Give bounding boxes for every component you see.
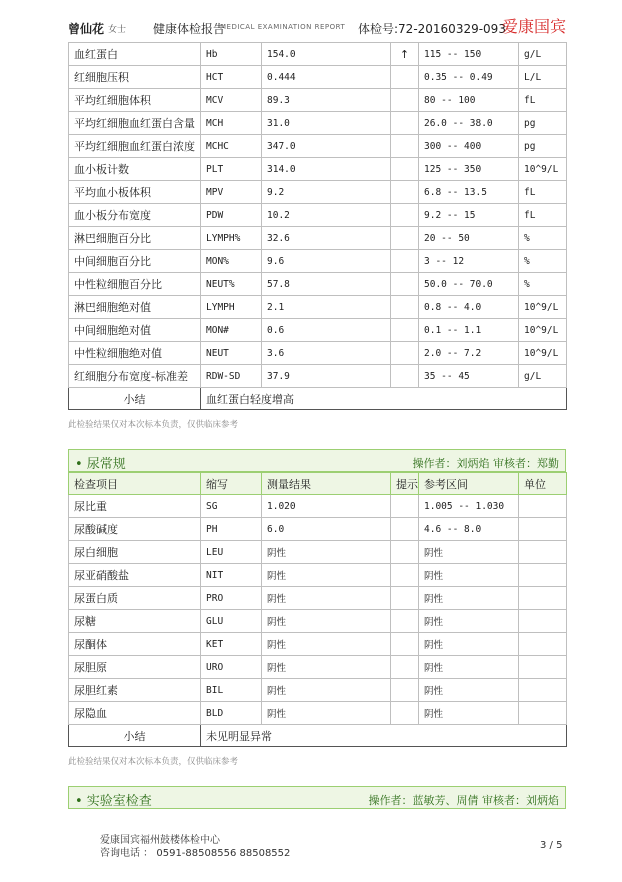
item-result: 37.9 [262, 365, 391, 388]
item-result: 0.6 [262, 319, 391, 342]
item-result: 9.6 [262, 250, 391, 273]
table-row [69, 587, 567, 610]
item-result: 阴性 [262, 679, 391, 702]
item-range: 125 -- 350 [419, 158, 519, 181]
item-result: 57.8 [262, 273, 391, 296]
item-flag [391, 112, 419, 135]
item-range: 26.0 -- 38.0 [419, 112, 519, 135]
item-result: 阴性 [262, 541, 391, 564]
item-unit: g/L [519, 365, 567, 388]
item-range: 115 -- 150 [419, 43, 519, 66]
item-flag [391, 273, 419, 296]
item-flag [391, 250, 419, 273]
item-name: 尿酸碱度 [69, 518, 201, 541]
item-abbr: URO [201, 656, 262, 679]
item-name: 中性粒细胞绝对值 [69, 342, 201, 365]
item-name: 尿胆红素 [69, 679, 201, 702]
item-result: 32.6 [262, 227, 391, 250]
item-abbr: RDW-SD [201, 365, 262, 388]
item-unit [519, 656, 567, 679]
item-flag [391, 656, 419, 679]
item-unit: fL [519, 181, 567, 204]
table-row [69, 43, 567, 66]
item-abbr: NEUT% [201, 273, 262, 296]
item-unit: 10^9/L [519, 296, 567, 319]
item-result: 9.2 [262, 181, 391, 204]
item-name: 尿白细胞 [69, 541, 201, 564]
item-unit: % [519, 227, 567, 250]
item-name: 中间细胞百分比 [69, 250, 201, 273]
item-name: 尿亚硝酸盐 [69, 564, 201, 587]
item-flag [391, 66, 419, 89]
item-name: 中间细胞绝对值 [69, 319, 201, 342]
report-title: 健康体检报告 [153, 22, 226, 36]
item-name: 血小板计数 [69, 158, 201, 181]
item-abbr: LYMPH% [201, 227, 262, 250]
item-flag [391, 702, 419, 725]
summary-text: 血红蛋白轻度增高 [201, 388, 567, 410]
patient-name: 曾仙花 [68, 22, 105, 36]
item-result: 154.0 [262, 43, 391, 66]
item-flag [391, 342, 419, 365]
blood-summary-row [69, 388, 567, 410]
table-row [69, 204, 567, 227]
item-result: 89.3 [262, 89, 391, 112]
table-row [69, 541, 567, 564]
column-header: 缩写 [201, 473, 262, 495]
item-range: 6.8 -- 13.5 [419, 181, 519, 204]
report-subtitle: MEDICAL EXAMINATION REPORT [220, 23, 346, 31]
table-row [69, 495, 567, 518]
lab-section-header [68, 786, 566, 809]
urine-summary-row [69, 725, 567, 747]
item-range: 80 -- 100 [419, 89, 519, 112]
item-flag [391, 564, 419, 587]
item-result: 0.444 [262, 66, 391, 89]
item-result: 31.0 [262, 112, 391, 135]
item-unit: 10^9/L [519, 158, 567, 181]
item-result: 10.2 [262, 204, 391, 227]
item-name: 尿隐血 [69, 702, 201, 725]
item-flag: ↑ [391, 43, 419, 66]
item-name: 平均红细胞体积 [69, 89, 201, 112]
item-abbr: HCT [201, 66, 262, 89]
item-range: 0.35 -- 0.49 [419, 66, 519, 89]
table-row [69, 296, 567, 319]
item-flag [391, 365, 419, 388]
item-abbr: MCHC [201, 135, 262, 158]
item-range: 阴性 [419, 633, 519, 656]
item-abbr: LEU [201, 541, 262, 564]
item-abbr: BIL [201, 679, 262, 702]
item-range: 50.0 -- 70.0 [419, 273, 519, 296]
disclaimer-note: 此检验结果仅对本次标本负责，仅供临床参考 [68, 757, 239, 767]
item-abbr: NEUT [201, 342, 262, 365]
item-name: 尿比重 [69, 495, 201, 518]
item-name: 红细胞压积 [69, 66, 201, 89]
item-abbr: GLU [201, 610, 262, 633]
item-flag [391, 227, 419, 250]
item-abbr: MON% [201, 250, 262, 273]
item-name: 尿蛋白质 [69, 587, 201, 610]
item-range: 阴性 [419, 564, 519, 587]
item-range: 35 -- 45 [419, 365, 519, 388]
item-flag [391, 158, 419, 181]
table-row [69, 702, 567, 725]
column-header: 单位 [519, 473, 567, 495]
table-header-row [69, 473, 567, 495]
table-row [69, 518, 567, 541]
item-flag [391, 679, 419, 702]
clinic-phone: 咨询电话 ： 0591-88508556 88508552 [100, 848, 291, 859]
table-row [69, 135, 567, 158]
item-result: 阴性 [262, 656, 391, 679]
item-range: 阴性 [419, 541, 519, 564]
patient-sex: 女士 [108, 25, 127, 35]
item-unit [519, 610, 567, 633]
item-unit: 10^9/L [519, 319, 567, 342]
item-abbr: LYMPH [201, 296, 262, 319]
table-row [69, 250, 567, 273]
item-result: 6.0 [262, 518, 391, 541]
page-footer [100, 834, 290, 860]
item-flag [391, 204, 419, 227]
report-header [68, 14, 566, 42]
table-row [69, 656, 567, 679]
table-row [69, 66, 567, 89]
section-title: • 实验室检查 [75, 794, 152, 809]
item-range: 阴性 [419, 679, 519, 702]
item-name: 淋巴细胞绝对值 [69, 296, 201, 319]
item-name: 中性粒细胞百分比 [69, 273, 201, 296]
item-result: 阴性 [262, 587, 391, 610]
item-result: 1.020 [262, 495, 391, 518]
item-range: 1.005 -- 1.030 [419, 495, 519, 518]
item-name: 尿糖 [69, 610, 201, 633]
item-abbr: BLD [201, 702, 262, 725]
item-unit [519, 633, 567, 656]
exam-id: 体检号:72-20160329-093 [358, 22, 506, 36]
item-range: 阴性 [419, 656, 519, 679]
table-row [69, 227, 567, 250]
item-name: 平均红细胞血红蛋白浓度 [69, 135, 201, 158]
item-range: 0.8 -- 4.0 [419, 296, 519, 319]
item-flag [391, 610, 419, 633]
item-range: 阴性 [419, 702, 519, 725]
item-abbr: SG [201, 495, 262, 518]
item-unit: pg [519, 135, 567, 158]
item-name: 血小板分布宽度 [69, 204, 201, 227]
table-row [69, 679, 567, 702]
item-abbr: Hb [201, 43, 262, 66]
item-abbr: PLT [201, 158, 262, 181]
item-unit: fL [519, 204, 567, 227]
item-unit: 10^9/L [519, 342, 567, 365]
item-flag [391, 135, 419, 158]
operator-info: 操作者：刘炳焰 审核者：郑勤 [412, 457, 559, 470]
column-header: 检查项目 [69, 473, 201, 495]
item-unit: L/L [519, 66, 567, 89]
item-flag [391, 89, 419, 112]
item-abbr: MCV [201, 89, 262, 112]
table-row [69, 181, 567, 204]
item-abbr: MON# [201, 319, 262, 342]
item-unit: pg [519, 112, 567, 135]
clinic-name: 爱康国宾福州鼓楼体检中心 [100, 835, 220, 846]
table-row [69, 610, 567, 633]
item-unit [519, 587, 567, 610]
item-unit: g/L [519, 43, 567, 66]
item-result: 3.6 [262, 342, 391, 365]
item-name: 尿胆原 [69, 656, 201, 679]
column-header: 参考区间 [419, 473, 519, 495]
summary-text: 未见明显异常 [201, 725, 567, 747]
item-name: 淋巴细胞百分比 [69, 227, 201, 250]
item-range: 2.0 -- 7.2 [419, 342, 519, 365]
item-flag [391, 296, 419, 319]
item-name: 平均红细胞血红蛋白含量 [69, 112, 201, 135]
urine-results-table [68, 472, 567, 747]
table-row [69, 365, 567, 388]
item-flag [391, 181, 419, 204]
item-unit [519, 495, 567, 518]
item-abbr: PRO [201, 587, 262, 610]
column-header: 提示 [391, 473, 419, 495]
item-unit [519, 702, 567, 725]
disclaimer-note: 此检验结果仅对本次标本负责，仅供临床参考 [68, 420, 239, 430]
item-result: 314.0 [262, 158, 391, 181]
item-abbr: NIT [201, 564, 262, 587]
item-abbr: KET [201, 633, 262, 656]
item-result: 347.0 [262, 135, 391, 158]
item-flag [391, 541, 419, 564]
item-flag [391, 633, 419, 656]
item-range: 9.2 -- 15 [419, 204, 519, 227]
summary-label: 小结 [69, 725, 201, 747]
item-name: 血红蛋白 [69, 43, 201, 66]
table-row [69, 319, 567, 342]
item-result: 阴性 [262, 633, 391, 656]
item-result: 阴性 [262, 564, 391, 587]
table-row [69, 342, 567, 365]
table-row [69, 564, 567, 587]
blood-results-table [68, 42, 567, 410]
item-result: 阴性 [262, 702, 391, 725]
column-header: 测量结果 [262, 473, 391, 495]
item-unit [519, 518, 567, 541]
item-unit [519, 679, 567, 702]
item-flag [391, 319, 419, 342]
item-name: 尿酮体 [69, 633, 201, 656]
item-flag [391, 587, 419, 610]
item-flag [391, 495, 419, 518]
item-result: 阴性 [262, 610, 391, 633]
table-row [69, 158, 567, 181]
item-range: 阴性 [419, 587, 519, 610]
item-result: 2.1 [262, 296, 391, 319]
item-range: 0.1 -- 1.1 [419, 319, 519, 342]
section-title: • 尿常规 [75, 457, 126, 472]
page-number: 3 / 5 [540, 840, 563, 851]
summary-label: 小结 [69, 388, 201, 410]
table-row [69, 273, 567, 296]
table-row [69, 633, 567, 656]
item-range: 20 -- 50 [419, 227, 519, 250]
table-row [69, 112, 567, 135]
item-abbr: PDW [201, 204, 262, 227]
item-abbr: MPV [201, 181, 262, 204]
item-range: 3 -- 12 [419, 250, 519, 273]
item-name: 平均血小板体积 [69, 181, 201, 204]
item-unit: fL [519, 89, 567, 112]
urine-section-header [68, 449, 566, 472]
item-unit: % [519, 273, 567, 296]
item-unit: % [519, 250, 567, 273]
item-flag [391, 518, 419, 541]
item-name: 红细胞分布宽度-标准差 [69, 365, 201, 388]
item-unit [519, 541, 567, 564]
table-row [69, 89, 567, 112]
item-range: 4.6 -- 8.0 [419, 518, 519, 541]
operator-info: 操作者：蓝敏芳、周倩 审核者：刘炳焰 [368, 794, 559, 807]
brand-logo: 爱康国宾 [501, 17, 566, 36]
item-abbr: PH [201, 518, 262, 541]
item-abbr: MCH [201, 112, 262, 135]
item-range: 300 -- 400 [419, 135, 519, 158]
item-range: 阴性 [419, 610, 519, 633]
item-unit [519, 564, 567, 587]
